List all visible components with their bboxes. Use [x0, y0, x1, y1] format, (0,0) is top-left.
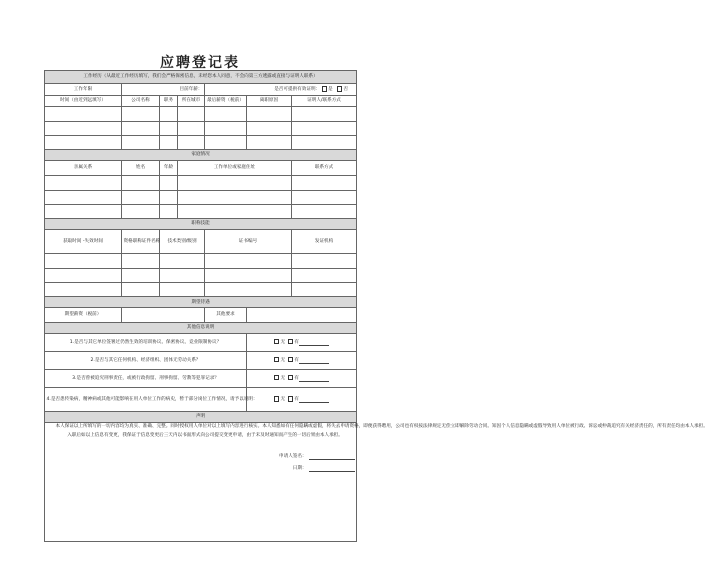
date-line[interactable] [309, 466, 355, 472]
q2-has-label: 有 [294, 358, 299, 364]
work-row [45, 107, 357, 121]
work-row [45, 135, 357, 149]
expect-header: 期望待遇 [45, 297, 357, 308]
proof-no-label: 否 [343, 87, 349, 93]
q4-no-label: 无 [280, 397, 286, 403]
form-title: 应聘登记表 [160, 55, 240, 71]
work-col-reference: 证明人/联系方式 [292, 95, 357, 106]
family-col-age: 年龄 [160, 160, 178, 175]
q4-no-checkbox[interactable] [274, 396, 279, 401]
work-row [45, 121, 357, 135]
skills-row [45, 254, 357, 268]
work-intro: 工作经历（从最近工作经历填写，我们会严格保密信息，未经您本人同意，不会向第三方透露或直接与证明人联系） [45, 71, 357, 84]
declaration-body [45, 422, 708, 541]
work-years-label: 工作年限 [45, 84, 122, 95]
q1-has-label: 有 [294, 340, 299, 346]
question-3: 3.是否曾被追究刑事责任，或被行政拘留、刑事拘留、劳教等犯罪记录？ [45, 369, 247, 387]
q3-no-checkbox[interactable] [274, 375, 279, 380]
family-col-relation: 亲属关系 [45, 160, 122, 175]
date-label: 日期： [292, 466, 307, 472]
proof-cell [205, 84, 357, 95]
family-row [45, 204, 357, 218]
proof-yes-checkbox[interactable] [322, 86, 327, 91]
family-col-contact: 联系方式 [292, 160, 357, 175]
family-col-name: 姓名 [122, 160, 160, 175]
expect-other-label: 其他要求 [205, 308, 247, 323]
question-1-answer [247, 333, 357, 351]
question-4-answer [247, 387, 357, 411]
declaration-paragraph-2: 入职后如以上信息有变更，我保证于信息变更后三天内以书面形式向公司提交变更申请，由于未及时通知而产生的一切后果由本人承担。 [67, 433, 343, 439]
proof-yes-label: 是 [328, 87, 333, 93]
skills-header: 职称技能 [45, 219, 357, 230]
expect-salary-input[interactable] [122, 308, 205, 323]
skills-row [45, 268, 357, 282]
q1-no-checkbox[interactable] [274, 339, 279, 344]
q4-detail-line[interactable] [299, 398, 329, 403]
proof-label: 是否可提供有效证明： [274, 87, 321, 93]
expect-salary-label: 期望薪资（税前） [45, 308, 122, 323]
current-salary-label: 目前年薪： [122, 84, 205, 95]
q2-no-label: 无 [280, 358, 286, 364]
work-col-city: 所在城市 [178, 95, 205, 106]
family-col-address: 工作单位或家庭住址 [178, 160, 292, 175]
other-header: 其他信息说明 [45, 323, 357, 334]
family-row [45, 190, 357, 204]
q4-has-label: 有 [294, 397, 299, 403]
q4-has-checkbox[interactable] [288, 396, 293, 401]
q2-no-checkbox[interactable] [274, 357, 279, 362]
skills-row [45, 283, 357, 297]
declaration-paragraph-1: 本人保证以上所填写的一切内容均为真实、准确、完整。同时授权用人单位对以上填写内容进行核实。本人知悉如有任何隐瞒或虚假，将失去申请资格，即便获得聘用，公司也有权按法律规定无偿立即解除劳动合同。知因个人信息隐瞒或虚假导致用人单位被行政、诉讼或仲裁追究有关经济责任的，所有责任均由本人承担。 [55, 423, 708, 429]
signature-label: 申请人签名： [279, 454, 307, 460]
signature-line[interactable] [309, 454, 355, 460]
proof-no-checkbox[interactable] [337, 86, 342, 91]
skills-col-cert-name: 资格职称证件名称 [122, 229, 160, 253]
q2-detail-line[interactable] [299, 359, 329, 364]
q3-has-label: 有 [294, 376, 299, 382]
q3-detail-line[interactable] [299, 377, 329, 382]
question-1: 1.是否与其它单位签署过仍然生效的培训协议、保密协议、竞业限制协议？ [45, 333, 247, 351]
q3-no-label: 无 [280, 376, 286, 382]
registration-form [44, 70, 708, 542]
declaration-header: 声明 [45, 412, 357, 423]
skills-col-time: 获取时间 -失效时间 [45, 229, 122, 253]
question-4: 4.是否患传染病，精神病或其他可能影响在用人单位工作的病史，暂于部分岗位工作情况，请予以说明： [45, 387, 247, 411]
work-col-company: 公司名称 [122, 95, 160, 106]
question-3-answer [247, 369, 357, 387]
work-col-salary: 最后薪资（税前） [205, 95, 247, 106]
skills-col-cert-number: 证书编号 [205, 229, 292, 253]
skills-col-category: 技术类别/级别 [160, 229, 205, 253]
q2-has-checkbox[interactable] [288, 357, 293, 362]
question-2-answer [247, 351, 357, 369]
q1-detail-line[interactable] [299, 341, 329, 346]
family-header: 家庭情况 [45, 150, 357, 161]
skills-col-issuer: 发证机构 [292, 229, 357, 253]
expect-other-input[interactable] [247, 308, 357, 323]
work-col-reason: 离职原因 [247, 95, 292, 106]
work-col-position: 职务 [160, 95, 178, 106]
question-2: 2.是否与其它任何机构、经济组织、团体无劳动关系？ [45, 351, 247, 369]
work-col-time: 时间（由近到远填写） [45, 95, 122, 106]
family-row [45, 176, 357, 190]
q1-has-checkbox[interactable] [288, 339, 293, 344]
q3-has-checkbox[interactable] [288, 375, 293, 380]
q1-no-label: 无 [280, 340, 286, 346]
